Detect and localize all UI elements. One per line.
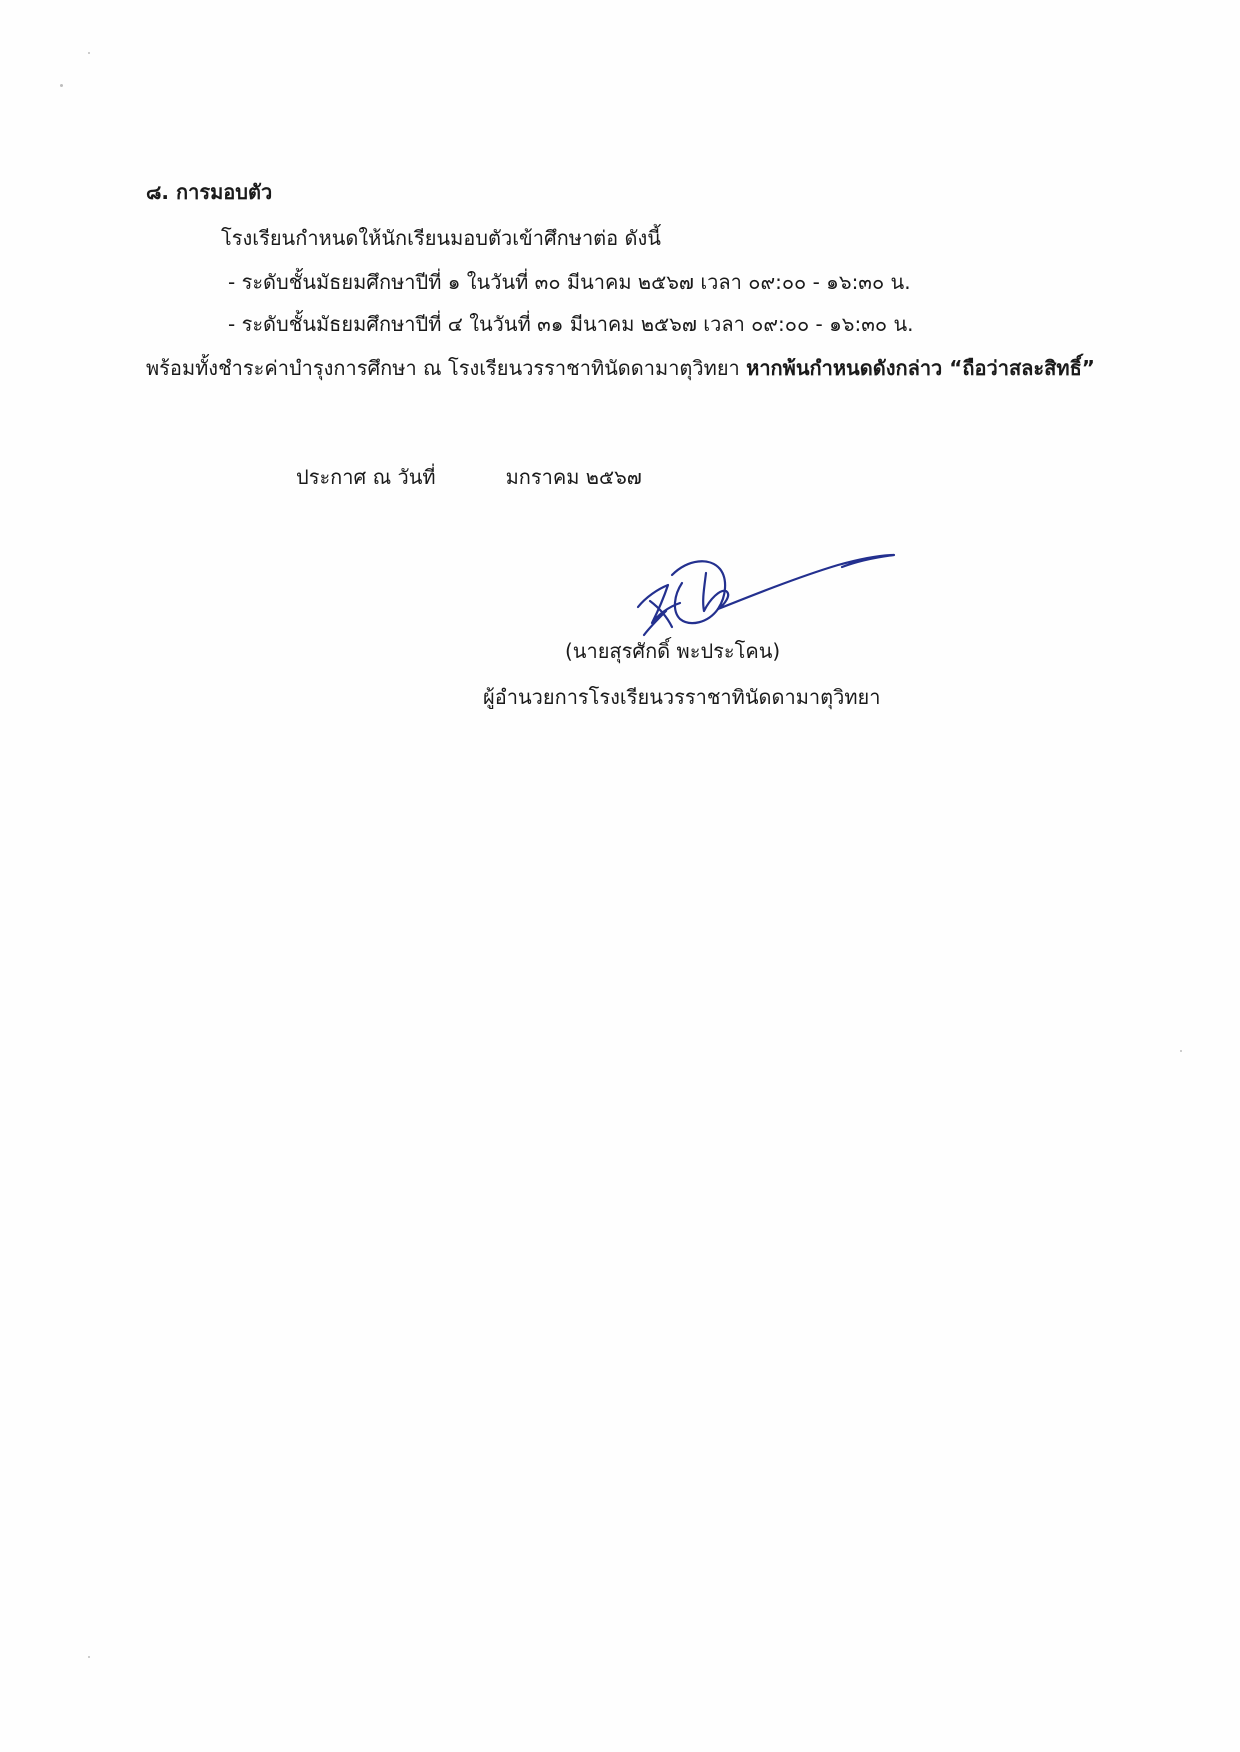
deadline-warning: หากพ้นกำหนดดังกล่าว “ถือว่าสละสิทธิ์” (746, 356, 1095, 380)
intro-paragraph: โรงเรียนกำหนดให้นักเรียนมอบตัวเข้าศึกษาต่อ ดังนี้ (221, 226, 661, 250)
announcement-date (296, 463, 642, 491)
section-heading: ๘. การมอบตัว (146, 180, 273, 204)
schedule-item-grade-1: - ระดับชั้นมัธยมศึกษาปีที่ ๑ ในวันที่ ๓๐ มีนาคม ๒๕๖๗ เวลา ๐๙:๐๐ - ๑๖:๓๐ น. (228, 270, 911, 294)
scan-speck (88, 1656, 90, 1658)
signer-title: ผู้อำนวยการโรงเรียนวรราชาทินัดดามาตุวิทยา (483, 685, 881, 709)
scan-speck (60, 84, 63, 87)
schedule-item-grade-4: - ระดับชั้นมัธยมศึกษาปีที่ ๔ ในวันที่ ๓๑ มีนาคม ๒๕๖๗ เวลา ๐๙:๐๐ - ๑๖:๓๐ น. (228, 312, 914, 336)
signer-name: (นายสุรศักดิ์ พะประโคน) (565, 639, 781, 663)
scan-speck (1180, 1050, 1182, 1052)
announcement-label: ประกาศ ณ วันที่ (296, 465, 436, 489)
announcement-month-year: มกราคม ๒๕๖๗ (505, 465, 642, 489)
scan-speck (88, 52, 90, 54)
payment-text: พร้อมทั้งชำระค่าบำรุงการศึกษา ณ โรงเรียนวรราชาทินัดดามาตุวิทยา (146, 356, 747, 380)
payment-paragraph (146, 354, 1095, 382)
